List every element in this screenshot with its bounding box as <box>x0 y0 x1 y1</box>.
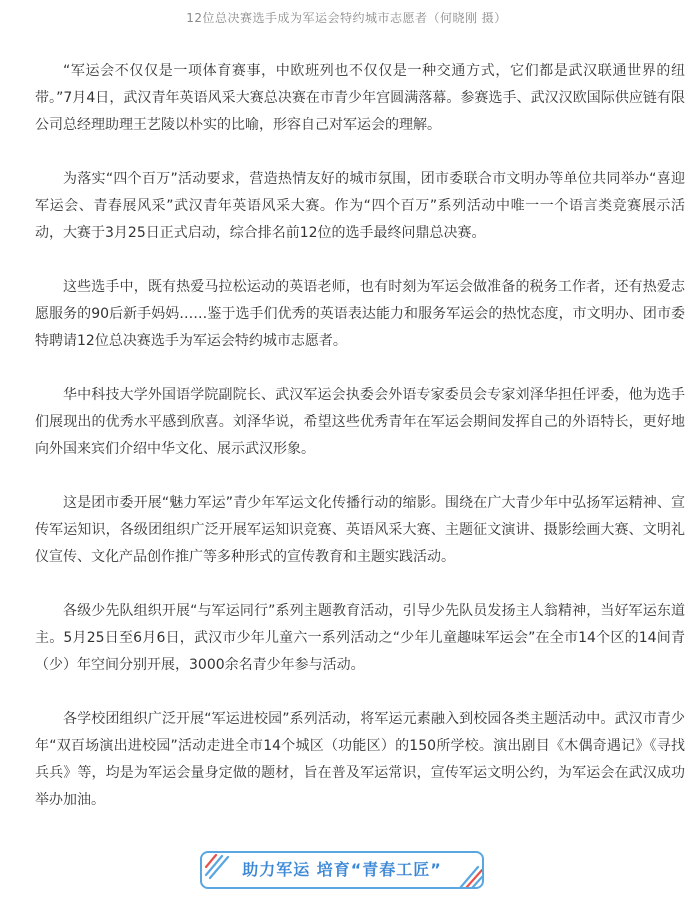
article-paragraph-4: 华中科技大学外国语学院副院长、武汉军运会执委会外语专家委员会专家刘泽华担任评委，他为选手们展现出的优秀水平感到欣喜。刘泽华说，希望这些优秀青年在军运会期间发挥自己的外语特长，更好地向外国来宾们介绍中华文化、展示武汉形象。 <box>35 387 685 457</box>
article-paragraph-3: 这些选手中，既有热爱马拉松运动的英语老师，也有时刻为军运会做准备的税务工作者，还有热爱志愿服务的90后新手妈妈……鉴于选手们优秀的英语表达能力和服务军运会的热忱态度，市文明办、团市委特聘请12位总决赛选手为军运会特约城市志愿者。 <box>35 279 685 349</box>
article-paragraph-5: 这是团市委开展“魅力军运”青少年军运文化传播行动的缩影。围绕在广大青少年中弘扬军运精神、宣传军运知识，各级团组织广泛开展军运知识竞赛、英语风采大赛、主题征文演讲、摄影绘画大赛、文明礼仪宣传、文化产品创作推广等多种形式的宣传教育和主题实践活动。 <box>35 495 685 565</box>
article-paragraph-2: 为落实“四个百万”活动要求，营造热情友好的城市氛围，团市委联合市文明办等单位共同举办“喜迎军运会、青春展风采”武汉青年英语风采大赛。作为“四个百万”系列活动中唯一一个语言类竞赛展示活动，大赛于3月25日正式启动，综合排名前12位的选手最终问鼎总决赛。 <box>35 171 685 241</box>
section-title: 助力军运 培育“青春工匠” <box>242 860 442 879</box>
article-paragraph-1: “军运会不仅仅是一项体育赛事，中欧班列也不仅仅是一种交通方式，它们都是武汉联通世界的纽带。”7月4日，武汉青年英语风采大赛总决赛在市青少年宫圆满落幕。参赛选手、武汉汉欧国际供应链有限公司总经理助理王艺陵以朴实的比喻，形容自己对军运会的理解。 <box>35 63 685 133</box>
section-title-box <box>200 851 484 889</box>
article-paragraph-6: 各级少先队组织开展“与军运同行”系列主题教育活动，引导少先队员发扬主人翁精神，当好军运东道主。5月25日至6月6日，武汉市少年儿童六一系列活动之“少年儿童趣味军运会”在全市14个区的14间青（少）年空间分别开展，3000余名青少年参与活动。 <box>35 603 685 673</box>
photo-caption: 12位总决赛选手成为军运会特约城市志愿者（何晓刚 摄） <box>186 11 507 25</box>
article-paragraph-7: 各学校团组织广泛开展“军运进校园”系列活动，将军运元素融入到校园各类主题活动中。武汉市青少年“双百场演出进校园”活动走进全市14个城区（功能区）的150所学校。演出剧目《木偶奇遇记》《寻找兵兵》等，均是为军运会量身定做的题材，旨在普及军运常识，宣传军运文明公约，为军运会在武汉成功举办加油。 <box>35 711 685 808</box>
section-banner <box>0 851 693 891</box>
article-body <box>35 58 685 814</box>
